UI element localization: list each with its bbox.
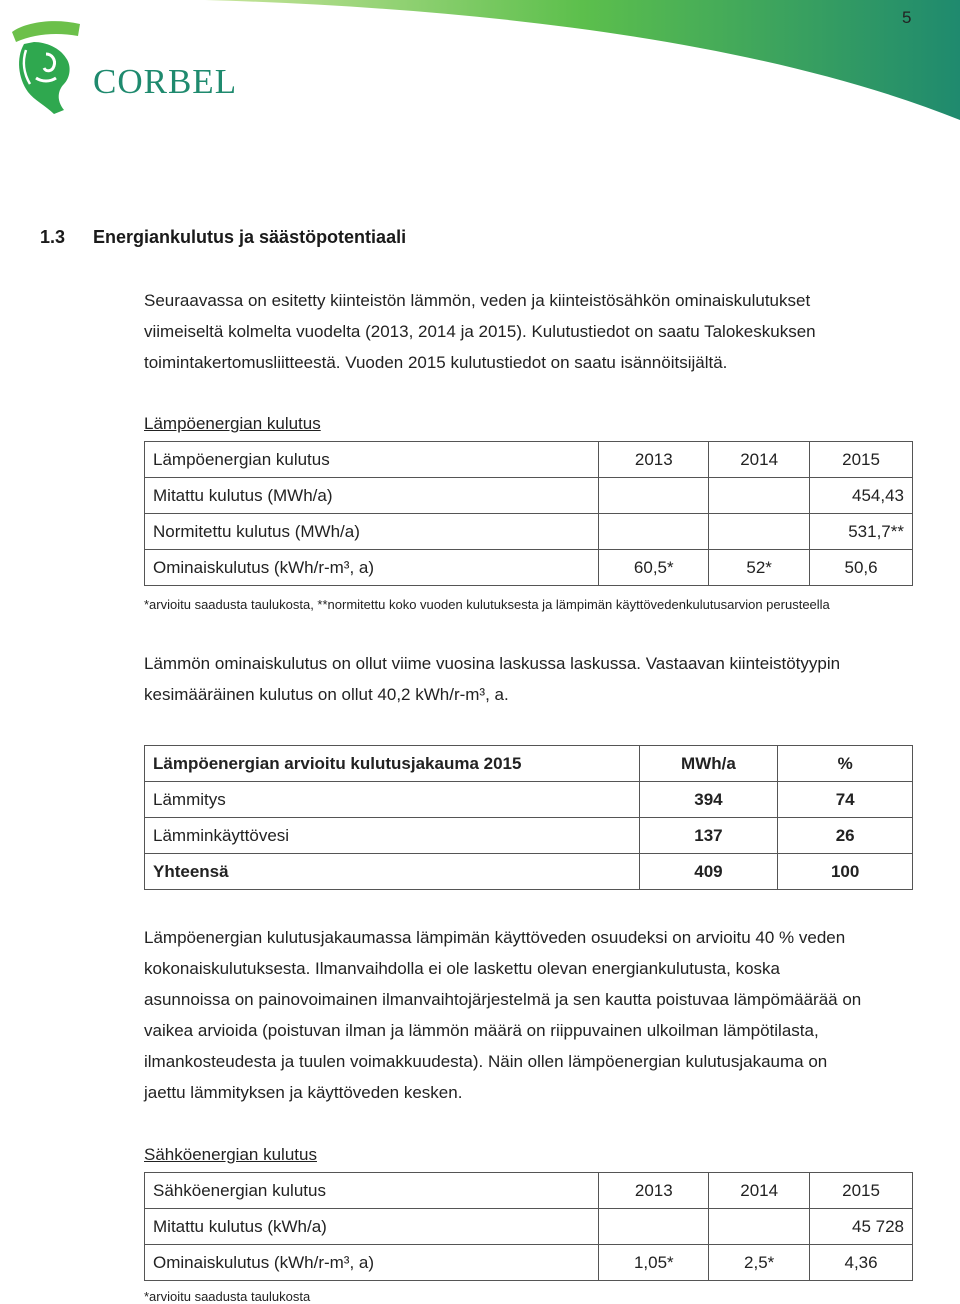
table-cell: [599, 514, 709, 550]
section-title-text: Energiankulutus ja säästöpotentiaali: [93, 227, 407, 247]
table-header-cell: 2015: [810, 1173, 913, 1209]
table-row: [145, 818, 913, 854]
table-cell: [709, 1209, 810, 1245]
brand-name: CORBEL: [93, 62, 238, 101]
table-cell: 26: [778, 818, 913, 854]
table-cell: Yhteensä: [145, 854, 640, 890]
section-number: 1.3: [40, 227, 66, 247]
table-cell: 60,5*: [599, 550, 709, 586]
electricity-footnote: *arvioitu saadusta taulukosta: [144, 1289, 311, 1304]
table-row: [145, 1245, 913, 1281]
table-cell: Normitettu kulutus (MWh/a): [145, 514, 599, 550]
intro-paragraph: [144, 285, 914, 378]
table-cell: Ominaiskulutus (kWh/r-m³, a): [145, 550, 599, 586]
corbel-logo-icon: [6, 14, 90, 118]
section-title: [40, 227, 406, 248]
intro-line: Seuraavassa on esitetty kiinteistön lämmön, veden ja kiinteistösähkön ominaiskulutukset: [144, 291, 811, 310]
heat-table: [144, 441, 913, 586]
table-header-cell: Lämpöenergian arvioitu kulutusjakauma 2015: [145, 746, 640, 782]
intro-line: toimintakertomusliitteestä. Vuoden 2015 kulutustiedot on saatu isännöitsijältä.: [144, 353, 728, 372]
table-header-row: [145, 746, 913, 782]
electricity-subheading: Sähköenergian kulutus: [144, 1145, 317, 1164]
table-header-cell: %: [778, 746, 913, 782]
table-cell: 394: [639, 782, 778, 818]
intro-line: viimeiseltä kolmelta vuodelta (2013, 2014 ja 2015). Kulutustiedot on saatu Talokeskuksen: [144, 322, 816, 341]
table-cell: 74: [778, 782, 913, 818]
table-row: [145, 1209, 913, 1245]
table-header-cell: Lämpöenergian kulutus: [145, 442, 599, 478]
table-cell: 2,5*: [709, 1245, 810, 1281]
table-cell: Ominaiskulutus (kWh/r-m³, a): [145, 1245, 599, 1281]
distribution-paragraph: [144, 922, 914, 1108]
heat-footnote: *arvioitu saadusta taulukosta, **normitettu koko vuoden kulutuksesta ja lämpimän käyttövedenkulutusarvion perusteella: [144, 597, 830, 612]
distribution-table: [144, 745, 913, 890]
table-cell: [599, 1209, 709, 1245]
heat-text-line: kesimääräinen kulutus on ollut 40,2 kWh/r-m³, a.: [144, 685, 509, 704]
header-swoosh: [205, 0, 960, 120]
distribution-text-line: ilmankosteudesta ja tuulen voimakkuudesta). Näin ollen lämpöenergian kulutusjakauma on: [144, 1052, 828, 1071]
heat-paragraph: [144, 648, 914, 710]
table-cell: Lämmitys: [145, 782, 640, 818]
table-header-cell: 2015: [810, 442, 913, 478]
table-cell: 50,6: [810, 550, 913, 586]
electricity-table: [144, 1172, 913, 1281]
table-cell: [709, 478, 810, 514]
table-cell: 454,43: [810, 478, 913, 514]
heat-text-line: Lämmön ominaiskulutus on ollut viime vuosina laskussa laskussa. Vastaavan kiinteistötyypin: [144, 654, 841, 673]
distribution-text-line: kokonaiskulutuksesta. Ilmanvaihdolla ei ole laskettu olevan energiankulutusta, koska: [144, 959, 780, 978]
table-header-cell: MWh/a: [639, 746, 778, 782]
table-row: [145, 854, 913, 890]
table-cell: 4,36: [810, 1245, 913, 1281]
distribution-text-line: Lämpöenergian kulutusjakaumassa lämpimän käyttöveden osuudeksi on arvioitu 40 % veden: [144, 928, 846, 947]
table-header-cell: 2013: [599, 442, 709, 478]
table-header-cell: 2014: [709, 1173, 810, 1209]
table-header-cell: 2014: [709, 442, 810, 478]
table-header-cell: 2013: [599, 1173, 709, 1209]
table-cell: Mitattu kulutus (MWh/a): [145, 478, 599, 514]
table-cell: 1,05*: [599, 1245, 709, 1281]
table-header-cell: Sähköenergian kulutus: [145, 1173, 599, 1209]
table-row: [145, 514, 913, 550]
table-cell: 100: [778, 854, 913, 890]
table-cell: Mitattu kulutus (kWh/a): [145, 1209, 599, 1245]
table-cell: 52*: [709, 550, 810, 586]
table-cell: 45 728: [810, 1209, 913, 1245]
table-row: [145, 478, 913, 514]
table-row: [145, 782, 913, 818]
table-header-row: [145, 442, 913, 478]
page-number: 5: [902, 8, 912, 27]
table-header-row: [145, 1173, 913, 1209]
distribution-text-line: jaettu lämmityksen ja käyttöveden kesken.: [144, 1083, 463, 1102]
table-cell: Lämminkäyttövesi: [145, 818, 640, 854]
table-cell: [599, 478, 709, 514]
table-cell: 137: [639, 818, 778, 854]
table-cell: 531,7**: [810, 514, 913, 550]
heat-subheading: Lämpöenergian kulutus: [144, 414, 321, 433]
distribution-text-line: asunnoissa on painovoimainen ilmanvaihtojärjestelmä ja sen kautta poistuvaa lämpömäärää on: [144, 990, 862, 1009]
table-cell: [709, 514, 810, 550]
table-row: [145, 550, 913, 586]
distribution-text-line: vaikea arvioida (poistuvan ilman ja lämmön määrä on riippuvainen ulkoilman lämpötilasta,: [144, 1021, 819, 1040]
table-cell: 409: [639, 854, 778, 890]
